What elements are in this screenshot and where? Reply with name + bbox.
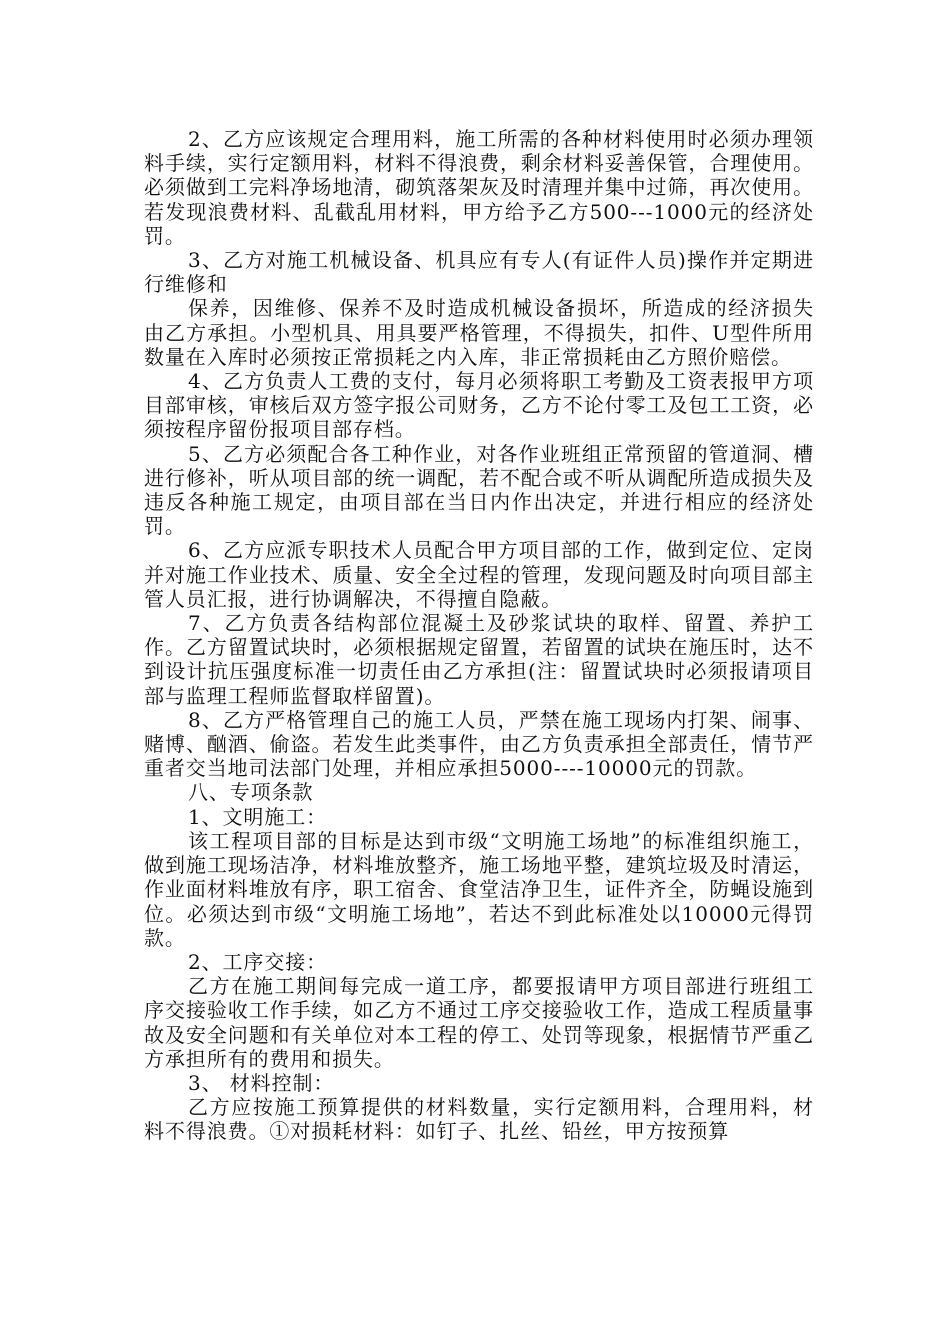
clause-3-machinery-start: 3、乙方对施工机械设备、机具应有专人(有证件人员)操作并定期进行维修和: [144, 248, 814, 297]
clause-3-machinery-cont: 保养，因维修、保养不及时造成机械设备损坏，所造成的经济损失由乙方承担。小型机具、用具要严格管理，不得损失，扣件、U型件所用数量在入库时必须按正常损耗之内入库，非正常损耗由乙方照价赔偿。: [144, 296, 814, 369]
subsection-3-heading: 3、 材料控制：: [188, 1070, 335, 1095]
section-8-heading: 八、专项条款: [188, 780, 314, 805]
subsection-2-process-handover: 乙方在施工期间每完成一道工序，都要报请甲方项目部进行班组工序交接验收工作手续，如乙方不通过工序交接验收工作，造成工程质量事故及安全问题和有关单位对本工程的停工、处罚等现象，根据情节严重乙方承担所有的费用和损失。: [144, 974, 814, 1071]
clause-5-cooperation: 5、乙方必须配合各工种作业，对各作业班组正常预留的管道洞、槽进行修补，听从项目部的统一调配，若不配合或不听从调配所造成损失及违反各种施工规定，由项目部在当日内作出决定，并进行相应的经济处罚。: [144, 441, 814, 539]
subsection-2-heading: 2、工序交接：: [188, 949, 328, 974]
document-body: [144, 127, 814, 1144]
clause-4-wages: 4、乙方负责人工费的支付，每月必须将职工考勤及工资表报甲方项目部审核，审核后双方签字报公司财务，乙方不论付零工及包工工资，必须按程序留份报项目部存档。: [144, 369, 814, 442]
clause-8-personnel: 8、乙方严格管理自己的施工人员，严禁在施工现场内打架、闹事、赌博、酗酒、偷盗。若发生此类事件，由乙方负责承担全部责任，情节严重者交当地司法部门处理，并相应承担5000----10000元的罚款。: [144, 707, 814, 781]
clause-6-technical-staff: 6、乙方应派专职技术人员配合甲方项目部的工作，做到定位、定岗并对施工作业技术、质量、安全全过程的管理，发现问题及时向项目部主管人员汇报，进行协调解决，不得擅自隐蔽。: [144, 538, 814, 611]
subsection-1-civilized-construction: 该工程项目部的目标是达到市级“文明施工场地”的标准组织施工，做到施工现场洁净，材料堆放整齐，施工场地平整，建筑垃圾及时清运，作业面材料堆放有序，职工宿舍、食堂洁净卫生，证件齐全，防蝇设施到位。必须达到市级“文明施工场地”，若达不到此标准处以10000元得罚款。: [144, 828, 814, 950]
subsection-3-material-control: 乙方应按施工预算提供的材料数量，实行定额用料，合理用料，材料不得浪费。①对损耗材料：如钉子、扎丝、铅丝，甲方按预算: [144, 1095, 814, 1144]
subsection-1-heading: 1、文明施工：: [188, 804, 328, 829]
clause-2-materials: 2、乙方应该规定合理用料，施工所需的各种材料使用时必须办理领料手续，实行定额用料，材料不得浪费，剩余材料妥善保管，合理使用。必须做到工完料净场地清，砌筑落架灰及时清理并集中过筛，再次使用。若发现浪费材料、乱截乱用材料，甲方给予乙方500---1000元的经济处罚。: [144, 127, 814, 248]
clause-7-test-blocks: 7、乙方负责各结构部位混凝土及砂浆试块的取样、留置、养护工作。乙方留置试块时，必须根据规定留置，若留置的试块在施压时，达不到设计抗压强度标准一切责任由乙方承担(注：留置试块时必须报请项目部与监理工程师监督取样留置)。: [144, 611, 814, 708]
